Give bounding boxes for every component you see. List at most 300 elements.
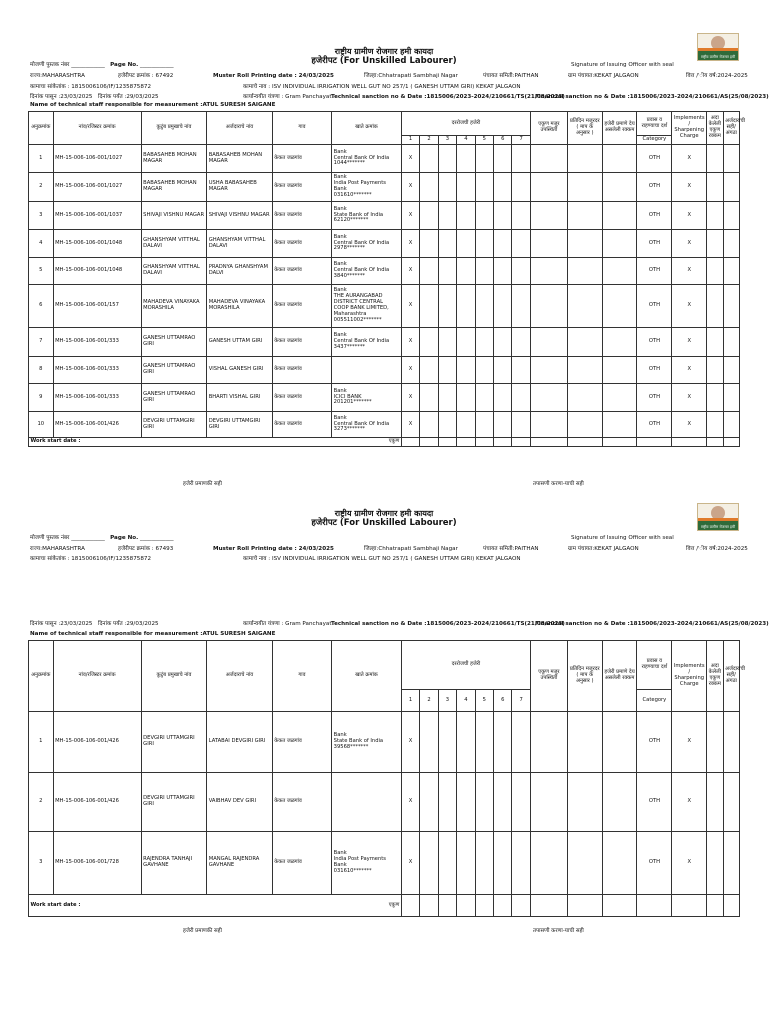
header-category: Category [637, 690, 672, 712]
day-cell [420, 230, 438, 258]
payable-cell [602, 357, 637, 384]
applicant-cell: DEVGIRI UTTAMGIRI GIRI [207, 412, 273, 438]
date-from-field: दिनांक पासून :23/03/2025 [30, 94, 93, 100]
total-attendance-cell [530, 832, 567, 895]
day-cell [457, 202, 475, 230]
family-head-cell: RAJENDRA TANHAJI GAVHANE [141, 832, 207, 895]
muster-table [28, 640, 746, 917]
applicant-cell: VAIBHAV DEV GIRI [207, 773, 273, 832]
day-cell [457, 357, 475, 384]
day-cell [512, 145, 531, 173]
village-cell: केकत जळगांव [272, 285, 331, 328]
day-cell: X [401, 258, 419, 285]
category-cell: OTH [637, 285, 672, 328]
signature-cell [723, 230, 739, 258]
total-amount-cell [707, 230, 723, 258]
day-cell [438, 258, 456, 285]
total-amount-cell [707, 832, 723, 895]
work-start-row [29, 895, 402, 917]
day-cell [438, 285, 456, 328]
inspector-signature: तपासणी करणा-याची सही [533, 481, 584, 487]
day-cell: X [401, 145, 419, 173]
date-to-field: दिनांक पर्यंत :29/03/2025 [98, 94, 159, 100]
table-row [29, 357, 740, 384]
serial-cell: 1 [29, 712, 54, 773]
financial-sanction-field: Financial sanction no & Date :1815006/2023-2024/210661/AS(25/08/2023) [535, 94, 769, 100]
day-cell [457, 173, 475, 202]
page-no-label: Page No. [110, 535, 139, 541]
serial-cell: 4 [29, 230, 54, 258]
payable-cell [602, 773, 637, 832]
header-applicant: अर्जदाराचे नांव [207, 112, 273, 145]
account-cell: Bank THE AURANGABAD DISTRICT CENTRAL COOP BANK LIMITED, Maharashtra 005511002******* [332, 285, 402, 328]
mgnrega-logo-icon: राष्ट्रीय ग्रामीण रोजगार हमी [697, 33, 739, 61]
day-cell [475, 202, 493, 230]
job-card-cell: MH-15-006-106-001/728 [53, 832, 141, 895]
account-cell: Bank Central Bank Of India 3840******* [332, 258, 402, 285]
signature-cell [723, 712, 739, 773]
total-attendance-cell [530, 230, 567, 258]
header-payable: हजेरी प्रमाणे देय असलेली रक्कम [602, 112, 637, 145]
day-cell: X [401, 412, 419, 438]
total-amount-cell [707, 285, 723, 328]
day-cell [420, 285, 438, 328]
day-cell: X [401, 832, 419, 895]
title-scheme: राष्ट्रीय ग्रामीण रोजगार हमी कायदा [334, 509, 434, 518]
header-day: 4 [457, 136, 475, 145]
total-amount-cell [707, 145, 723, 173]
daily-rate-cell [567, 328, 602, 357]
job-card-cell: MH-15-006-106-001/157 [53, 285, 141, 328]
header-total-amount: अदा केलेली एकूण रक्कम [707, 641, 723, 712]
day-cell [494, 173, 512, 202]
header-day: 7 [512, 690, 531, 712]
agency-field: कार्यान्वयीत यंत्रणा : Gram Panchayat [243, 621, 332, 627]
day-cell [420, 712, 438, 773]
muster-roll-2 [0, 500, 768, 1024]
header-day: 6 [494, 136, 512, 145]
day-cell [494, 412, 512, 438]
header-day: 5 [475, 136, 493, 145]
work-code-field: कामाचा सांकेतांक : 1815006106/IF/1235875872 [30, 84, 152, 90]
header-category: Category [637, 136, 672, 145]
total-amount-cell [707, 328, 723, 357]
implements-cell: X [672, 258, 707, 285]
day-cell [475, 712, 493, 773]
day-cell [420, 357, 438, 384]
total-attendance-cell [530, 173, 567, 202]
payable-cell [602, 202, 637, 230]
daily-rate-cell [567, 384, 602, 412]
day-cell [457, 230, 475, 258]
district-field: जिल्हा:Chhatrapati Sambhaji Nagar [364, 73, 458, 79]
day-cell [438, 384, 456, 412]
header-day: 1 [401, 136, 419, 145]
job-card-cell: MH-15-006-106-001/1027 [53, 145, 141, 173]
header-day: 1 [401, 690, 419, 712]
measurement-book-line [30, 62, 174, 68]
day-cell [420, 832, 438, 895]
gram-panchayat-field: ग्राम पंचायत:KEKAT JALGAON [568, 73, 639, 79]
header-signature: अर्जदाराची सही/अंगठा [723, 112, 739, 145]
day-cell [512, 328, 531, 357]
family-head-cell: GHANSHYAM VITTHAL DALAVI [141, 230, 207, 258]
muster-number-field: हजेरीपट क्रमांक : 67493 [118, 546, 174, 552]
family-head-cell: GHANSHYAM VITTHAL DALAVI [141, 258, 207, 285]
header-serial: अनुक्रमांक [29, 641, 54, 712]
day-cell [438, 145, 456, 173]
day-cell [512, 384, 531, 412]
family-head-cell: BABASAHEB MOHAN MAGAR [141, 173, 207, 202]
serial-cell: 9 [29, 384, 54, 412]
serial-cell: 1 [29, 145, 54, 173]
day-cell [512, 712, 531, 773]
header-total-amount: अदा केलेली एकूण रक्कम [707, 112, 723, 145]
header-travel: प्रवास व राहण्याचा दर्श [637, 112, 672, 136]
header-applicant: अर्जदाराचे नांव [207, 641, 273, 712]
title-scheme: राष्ट्रीय ग्रामीण रोजगार हमी कायदा [334, 47, 434, 56]
day-cell [457, 832, 475, 895]
day-cell [475, 328, 493, 357]
gram-panchayat-field: ग्राम पंचायत:KEKAT JALGAON [568, 546, 639, 552]
daily-rate-cell [567, 773, 602, 832]
total-attendance-cell [530, 357, 567, 384]
day-cell [475, 384, 493, 412]
day-cell [494, 328, 512, 357]
header-daily-attendance: दररोजची हजेरी [401, 641, 530, 690]
table-row [29, 384, 740, 412]
applicant-cell: GHANSHYAM VITTHAL DALAVI [207, 230, 273, 258]
signature-cell [723, 173, 739, 202]
title-form: हजेरीपट (For Unskilled Labourer) [311, 56, 457, 67]
day-cell [457, 773, 475, 832]
account-cell: Bank Central Bank Of India 2978******* [332, 230, 402, 258]
total-label: एकूण [388, 901, 400, 908]
day-cell [475, 230, 493, 258]
header-travel: प्रवास व राहण्याचा दर्श [637, 641, 672, 690]
account-cell: Bank ICICI BANK 201201******* [332, 384, 402, 412]
village-cell: केकत जळगांव [272, 357, 331, 384]
payable-cell [602, 832, 637, 895]
header-day: 2 [420, 136, 438, 145]
family-head-cell: SHIVAJI VISHNU MAGAR [141, 202, 207, 230]
muster-table-body [29, 712, 740, 895]
work-name-field: कामाचे नाव : ISV INDIVIDUAL IRRIGATION WELL GUT NO 257/1 ( GANESH UTTAM GIRI) KEKAT JALGAON [243, 84, 521, 90]
table-row [29, 773, 740, 832]
daily-rate-cell [567, 357, 602, 384]
total-amount-cell [707, 173, 723, 202]
day-cell [420, 258, 438, 285]
signature-cell [723, 145, 739, 173]
implements-cell: X [672, 832, 707, 895]
page-no-blank: ____________ [140, 62, 174, 68]
total-amount-cell [707, 412, 723, 438]
day-cell [438, 357, 456, 384]
applicant-cell: VISHAL GANESH GIRI [207, 357, 273, 384]
village-cell: केकत जळगांव [272, 202, 331, 230]
day-cell [494, 258, 512, 285]
total-attendance-cell [530, 202, 567, 230]
account-cell: Bank India Post Payments Bank 031610******* [332, 173, 402, 202]
job-card-cell: MH-15-006-106-001/426 [53, 412, 141, 438]
job-card-cell: MH-15-006-106-001/1048 [53, 258, 141, 285]
inspector-signature: तपासणी करणा-याची सही [533, 928, 584, 934]
header-day: 2 [420, 690, 438, 712]
header-village: गाव [272, 641, 331, 712]
payable-cell [602, 145, 637, 173]
measurement-book-label: मोजणी पुस्तक नंबर [30, 535, 70, 541]
serial-cell: 8 [29, 357, 54, 384]
day-cell [494, 384, 512, 412]
day-cell [438, 230, 456, 258]
family-head-cell: DEVGIRI UTTAMGIRI GIRI [141, 412, 207, 438]
payable-cell [602, 328, 637, 357]
day-cell [512, 230, 531, 258]
day-cell [512, 832, 531, 895]
attendance-certifier-signature: हजेरी प्रमाणकी सही [183, 928, 222, 934]
total-attendance-cell [530, 285, 567, 328]
day-cell [475, 285, 493, 328]
day-cell [438, 173, 456, 202]
day-cell [438, 832, 456, 895]
district-field: जिल्हा:Chhatrapati Sambhaji Nagar [364, 546, 458, 552]
day-cell: X [401, 384, 419, 412]
panchayat-samiti-field: पंचायत समिती:PAITHAN [483, 546, 539, 552]
account-cell: Bank State Bank of India 39568******* [332, 712, 402, 773]
village-cell: केकत जळगांव [272, 412, 331, 438]
payable-cell [602, 712, 637, 773]
applicant-cell: BABASAHEB MOHAN MAGAR [207, 145, 273, 173]
day-cell [420, 773, 438, 832]
day-cell [512, 412, 531, 438]
implements-cell: X [672, 773, 707, 832]
header-family-head: कुटुंब प्रमुखाचे नांव [141, 112, 207, 145]
date-to-field: दिनांक पर्यंत :29/03/2025 [98, 621, 159, 627]
work-start-row [29, 438, 402, 447]
header-signature: अर्जदाराची सही/अंगठा [723, 641, 739, 712]
signature-cell [723, 357, 739, 384]
day-cell [475, 832, 493, 895]
total-attendance-cell [530, 258, 567, 285]
category-cell: OTH [637, 832, 672, 895]
day-cell [494, 773, 512, 832]
serial-cell: 10 [29, 412, 54, 438]
category-cell: OTH [637, 173, 672, 202]
category-cell: OTH [637, 712, 672, 773]
implements-cell: X [672, 202, 707, 230]
day-cell [420, 145, 438, 173]
financial-year-field: वित्त /'ीय वर्ष:2024-2025 [686, 546, 748, 552]
payable-cell [602, 285, 637, 328]
applicant-cell: USHA BABASAHEB MAGAR [207, 173, 273, 202]
day-cell [420, 173, 438, 202]
agency-field: कार्यान्वयीत यंत्रणा : Gram Panchayat [243, 94, 332, 100]
day-cell [457, 258, 475, 285]
day-cell: X [401, 173, 419, 202]
header-day: 7 [512, 136, 531, 145]
family-head-cell: GANESH UTTAMRAO GIRI [141, 384, 207, 412]
day-cell: X [401, 202, 419, 230]
applicant-cell: SHIVAJI VISHNU MAGAR [207, 202, 273, 230]
day-cell: X [401, 328, 419, 357]
serial-cell: 7 [29, 328, 54, 357]
applicant-cell: MAHADEVA VINAYAKA MORASHILA [207, 285, 273, 328]
table-row [29, 202, 740, 230]
daily-rate-cell [567, 832, 602, 895]
day-cell [457, 384, 475, 412]
category-cell: OTH [637, 384, 672, 412]
day-cell [438, 773, 456, 832]
issuing-officer-signature-label: Signature of Issuing Officer with seal [571, 62, 674, 68]
signature-cell [723, 773, 739, 832]
category-cell: OTH [637, 328, 672, 357]
day-cell [457, 328, 475, 357]
village-cell: केकत जळगांव [272, 712, 331, 773]
category-cell: OTH [637, 145, 672, 173]
total-attendance-cell [530, 773, 567, 832]
village-cell: केकत जळगांव [272, 384, 331, 412]
header-day: 4 [457, 690, 475, 712]
technical-staff-field: Name of technical staff responsible for measurement :ATUL SURESH SAIGANE [30, 102, 276, 108]
day-cell [420, 412, 438, 438]
issuing-officer-signature-label: Signature of Issuing Officer with seal [571, 535, 674, 541]
day-cell [475, 145, 493, 173]
day-cell [420, 328, 438, 357]
implements-cell: X [672, 412, 707, 438]
signature-cell [723, 384, 739, 412]
day-cell [512, 357, 531, 384]
header-total-attendance: एकूण मजूर उपस्थिती [530, 112, 567, 145]
day-cell [494, 712, 512, 773]
family-head-cell: GANESH UTTAMRAO GIRI [141, 357, 207, 384]
financial-year-field: वित्त /'ीय वर्ष:2024-2025 [686, 73, 748, 79]
work-start-label: Work start date : [30, 901, 81, 908]
day-cell [512, 773, 531, 832]
total-attendance-cell [530, 145, 567, 173]
applicant-cell: GANESH UTTAM GIRI [207, 328, 273, 357]
day-cell [512, 258, 531, 285]
daily-rate-cell [567, 285, 602, 328]
day-cell: X [401, 773, 419, 832]
payable-cell [602, 384, 637, 412]
day-cell [438, 412, 456, 438]
day-cell [457, 712, 475, 773]
total-attendance-cell [530, 328, 567, 357]
day-cell [457, 412, 475, 438]
job-card-cell: MH-15-006-106-001/426 [53, 773, 141, 832]
village-cell: केकत जळगांव [272, 773, 331, 832]
header-account: खाते क्रमांक [332, 112, 402, 145]
account-cell: Bank State Bank of India 62120******* [332, 202, 402, 230]
day-cell: X [401, 712, 419, 773]
signature-cell [723, 832, 739, 895]
account-cell: Bank India Post Payments Bank 031610******* [332, 832, 402, 895]
technical-sanction-field: Technical sanction no & Date :1815006/2023-2024/210661/TS(21/08/2023) [331, 621, 565, 627]
header-day: 5 [475, 690, 493, 712]
implements-cell: X [672, 712, 707, 773]
implements-cell: X [672, 357, 707, 384]
village-cell: केकत जळगांव [272, 173, 331, 202]
day-cell [420, 384, 438, 412]
day-cell [457, 285, 475, 328]
page-no-label: Page No. [110, 62, 139, 68]
serial-cell: 2 [29, 773, 54, 832]
muster-number-field: हजेरीपट क्रमांक : 67492 [118, 73, 174, 79]
family-head-cell: DEVGIRI UTTAMGIRI GIRI [141, 773, 207, 832]
job-card-cell: MH-15-006-106-001/333 [53, 357, 141, 384]
day-cell [494, 230, 512, 258]
day-cell [494, 285, 512, 328]
financial-sanction-field: Financial sanction no & Date :1815006/2023-2024/210661/AS(25/08/2023) [535, 621, 769, 627]
serial-cell: 3 [29, 202, 54, 230]
technical-staff-field: Name of technical staff responsible for measurement :ATUL SURESH SAIGANE [30, 631, 276, 637]
account-cell: Bank Central Bank Of India 3273******* [332, 412, 402, 438]
implements-cell: X [672, 230, 707, 258]
implements-cell: X [672, 328, 707, 357]
day-cell [438, 712, 456, 773]
day-cell [475, 173, 493, 202]
header-daily-rate: प्रतिदिन मजूरदर ( माप के अनुसार ) [567, 112, 602, 145]
header-daily-attendance: दररोजची हजेरी [401, 112, 530, 136]
category-cell: OTH [637, 773, 672, 832]
daily-rate-cell [567, 202, 602, 230]
signature-cell [723, 412, 739, 438]
mgnrega-logo-icon: राष्ट्रीय ग्रामीण रोजगार हमी [697, 503, 739, 531]
category-cell: OTH [637, 258, 672, 285]
state-field: राज्य:MAHARASHTRA [30, 73, 85, 79]
attendance-certifier-signature: हजेरी प्रमाणकी सही [183, 481, 222, 487]
family-head-cell: BABASAHEB MOHAN MAGAR [141, 145, 207, 173]
total-label: एकूण [388, 438, 400, 445]
day-cell [457, 145, 475, 173]
header-family-head: कुटुंब प्रमुखाचे नांव [141, 641, 207, 712]
date-from-field: दिनांक पासून :23/03/2025 [30, 621, 93, 627]
village-cell: केकत जळगांव [272, 258, 331, 285]
total-amount-cell [707, 384, 723, 412]
table-row [29, 412, 740, 438]
account-cell [332, 773, 402, 832]
measurement-book-line [30, 535, 174, 541]
print-date-field: Muster Roll Printing date : 24/03/2025 [213, 546, 334, 552]
serial-cell: 6 [29, 285, 54, 328]
table-row [29, 258, 740, 285]
job-card-cell: MH-15-006-106-001/1048 [53, 230, 141, 258]
account-cell: Bank Central Bank Of India 3437******* [332, 328, 402, 357]
day-cell [475, 412, 493, 438]
panchayat-samiti-field: पंचायत समिती:PAITHAN [483, 73, 539, 79]
header-job-card: नांव/रजिस्टर क्रमांक [53, 112, 141, 145]
implements-cell: X [672, 285, 707, 328]
applicant-cell: PRADNYA GHANSHYAM DALVI [207, 258, 273, 285]
payable-cell [602, 173, 637, 202]
village-cell: केकत जळगांव [272, 145, 331, 173]
applicant-cell: LATABAI DEVGIRI GIRI [207, 712, 273, 773]
signature-cell [723, 285, 739, 328]
header-total-attendance: एकूण मजूर उपस्थिती [530, 641, 567, 712]
family-head-cell: MAHADEVA VINAYAKA MORASHILA [141, 285, 207, 328]
table-row [29, 285, 740, 328]
day-cell [475, 258, 493, 285]
implements-cell: X [672, 173, 707, 202]
village-cell: केकत जळगांव [272, 328, 331, 357]
measurement-book-blank: ____________ [71, 535, 105, 541]
day-cell [494, 832, 512, 895]
day-cell: X [401, 230, 419, 258]
payable-cell [602, 412, 637, 438]
category-cell: OTH [637, 202, 672, 230]
applicant-cell: BHARTI VISHAL GIRI [207, 384, 273, 412]
header-day: 3 [438, 136, 456, 145]
